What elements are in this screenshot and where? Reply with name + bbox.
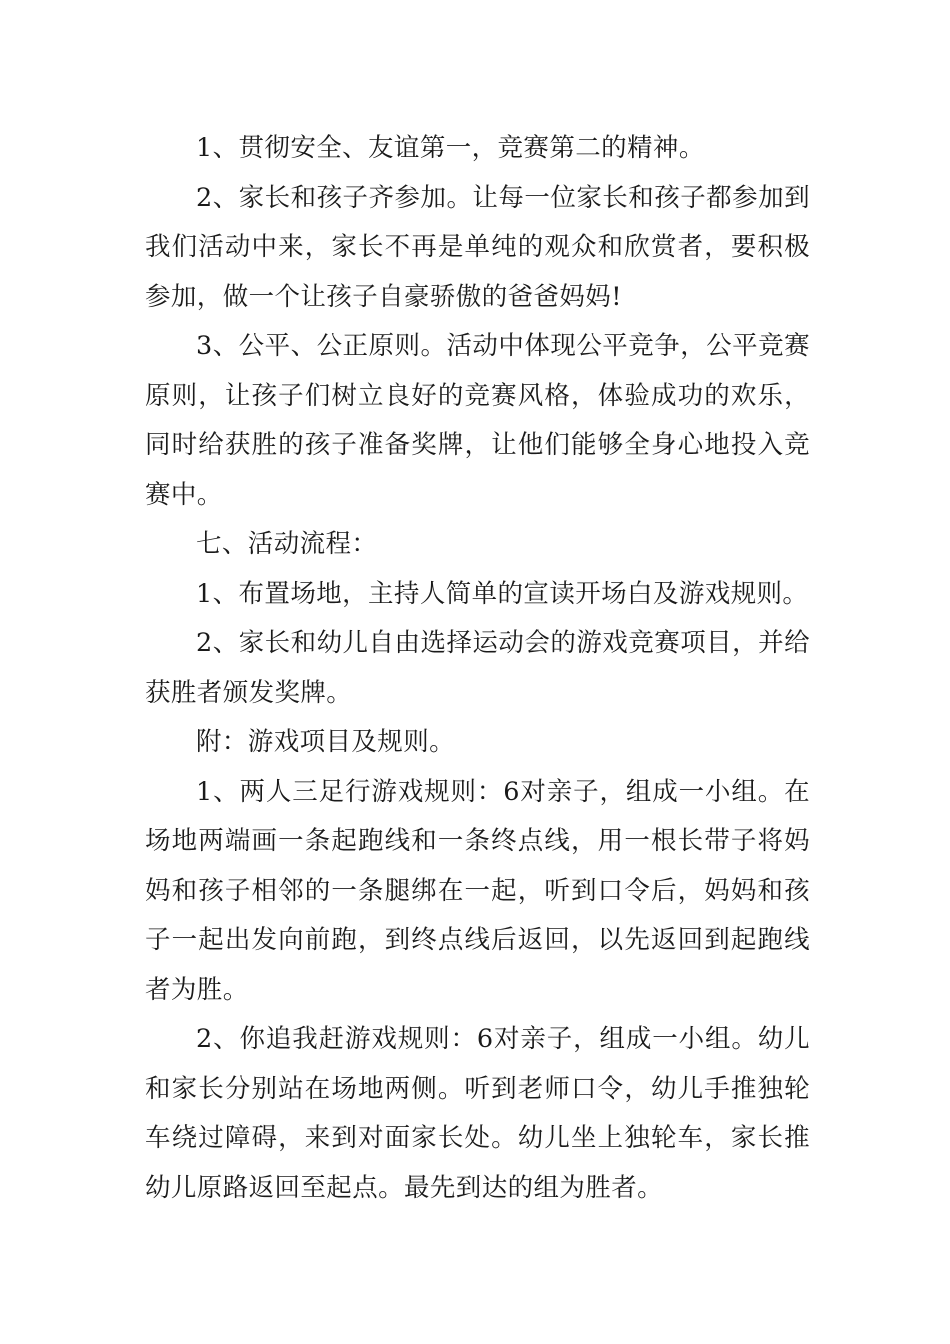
paragraph-game-three-legged: 1、两人三足行游戏规则：6对亲子，组成一小组。在场地两端画一条起跑线和一条终点线，用一根长带子将妈妈和孩子相邻的一条腿绑在一起，听到口令后，妈妈和孩子一起出发向前跑，到终点线后返回，以先返回到起跑线者为胜。 [145, 776, 810, 1005]
paragraph-process-setup: 1、布置场地，主持人简单的宣读开场白及游戏规则。 [196, 578, 809, 609]
paragraph-principle-fairness: 3、公平、公正原则。活动中体现公平竞争，公平竞赛原则，让孩子们树立良好的竞赛风格，体验成功的欢乐，同时给获胜的孩子准备奖牌，让他们能够全身心地投入竞赛中。 [145, 331, 810, 510]
section-heading-activity-process: 七、活动流程： [196, 529, 378, 559]
paragraph-game-chase: 2、你追我赶游戏规则：6对亲子，组成一小组。幼儿和家长分别站在场地两侧。听到老师口令，幼儿手推独轮车绕过障碍，来到对面家长处。幼儿坐上独轮车，家长推幼儿原路返回至起点。最先到达的组为胜者。 [145, 1024, 810, 1203]
paragraph-principle-participation: 2、家长和孩子齐参加。让每一位家长和孩子都参加到我们活动中来，家长不再是单纯的观众和欣赏者，要积极参加，做一个让孩子自豪骄傲的爸爸妈妈! [145, 182, 810, 312]
document-body [145, 124, 810, 1213]
section-heading-appendix: 附：游戏项目及规则。 [196, 727, 456, 757]
paragraph-process-selection: 2、家长和幼儿自由选择运动会的游戏竞赛项目，并给获胜者颁发奖牌。 [145, 628, 810, 708]
paragraph-principle-safety: 1、贯彻安全、友谊第一，竞赛第二的精神。 [196, 133, 705, 163]
